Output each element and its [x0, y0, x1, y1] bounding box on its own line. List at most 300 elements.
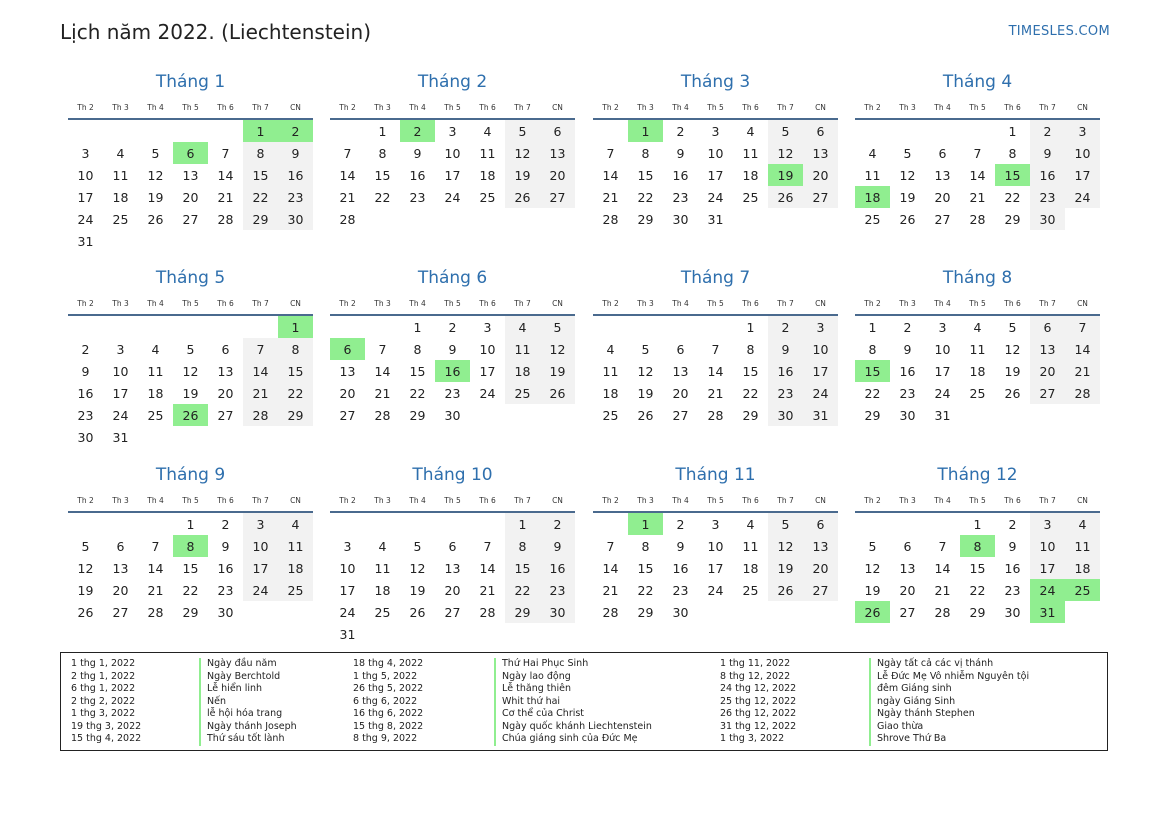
day-cell[interactable]: 19: [505, 164, 540, 186]
day-cell[interactable]: 19: [768, 557, 803, 579]
day-cell[interactable]: 22: [182, 582, 199, 598]
holiday-day-cell[interactable]: 1: [628, 513, 663, 535]
day-cell[interactable]: 5: [505, 120, 540, 142]
day-cell[interactable]: 29: [969, 604, 986, 620]
day-cell[interactable]: 6: [676, 341, 685, 357]
day-cell[interactable]: 20: [899, 582, 916, 598]
day-cell[interactable]: 18: [505, 360, 540, 382]
day-cell[interactable]: 3: [938, 319, 947, 335]
day-cell[interactable]: 2: [676, 123, 685, 139]
day-cell[interactable]: 25: [374, 604, 391, 620]
day-cell[interactable]: 12: [864, 560, 881, 576]
holiday-day-cell[interactable]: 6: [173, 142, 208, 164]
day-cell[interactable]: 31: [112, 429, 129, 445]
holiday-day-cell[interactable]: 18: [855, 186, 890, 208]
day-cell[interactable]: 10: [77, 167, 94, 183]
day-cell[interactable]: 17: [479, 363, 496, 379]
day-cell[interactable]: 26: [768, 579, 803, 601]
day-cell[interactable]: 19: [147, 189, 164, 205]
holiday-day-cell[interactable]: 15: [995, 164, 1030, 186]
day-cell[interactable]: 3: [483, 319, 492, 335]
day-cell[interactable]: 8: [505, 535, 540, 557]
day-cell[interactable]: 29: [182, 604, 199, 620]
day-cell[interactable]: 25: [278, 579, 313, 601]
day-cell[interactable]: 15: [637, 560, 654, 576]
day-cell[interactable]: 5: [641, 341, 650, 357]
day-cell[interactable]: 11: [112, 167, 129, 183]
day-cell[interactable]: 7: [606, 538, 615, 554]
day-cell[interactable]: 27: [444, 604, 461, 620]
day-cell[interactable]: 10: [479, 341, 496, 357]
day-cell[interactable]: 5: [186, 341, 195, 357]
day-cell[interactable]: 7: [938, 538, 947, 554]
day-cell[interactable]: 30: [672, 211, 689, 227]
day-cell[interactable]: 6: [116, 538, 125, 554]
day-cell[interactable]: 24: [243, 579, 278, 601]
day-cell[interactable]: 8: [868, 341, 877, 357]
day-cell[interactable]: 29: [637, 604, 654, 620]
day-cell[interactable]: 24: [479, 385, 496, 401]
day-cell[interactable]: 7: [378, 341, 387, 357]
day-cell[interactable]: 19: [540, 360, 575, 382]
day-cell[interactable]: 10: [707, 538, 724, 554]
day-cell[interactable]: 27: [217, 407, 234, 423]
day-cell[interactable]: 6: [803, 513, 838, 535]
day-cell[interactable]: 9: [676, 145, 685, 161]
day-cell[interactable]: 14: [147, 560, 164, 576]
day-cell[interactable]: 24: [444, 189, 461, 205]
day-cell[interactable]: 2: [221, 516, 230, 532]
day-cell[interactable]: 20: [934, 189, 951, 205]
day-cell[interactable]: 27: [672, 407, 689, 423]
day-cell[interactable]: 4: [746, 516, 755, 532]
day-cell[interactable]: 21: [217, 189, 234, 205]
day-cell[interactable]: 27: [899, 604, 916, 620]
holiday-day-cell[interactable]: 2: [400, 120, 435, 142]
day-cell[interactable]: 8: [641, 538, 650, 554]
day-cell[interactable]: 23: [217, 582, 234, 598]
day-cell[interactable]: 8: [413, 341, 422, 357]
day-cell[interactable]: 7: [483, 538, 492, 554]
day-cell[interactable]: 10: [707, 145, 724, 161]
day-cell[interactable]: 17: [112, 385, 129, 401]
day-cell[interactable]: 16: [899, 363, 916, 379]
day-cell[interactable]: 26: [540, 382, 575, 404]
holiday-day-cell[interactable]: 1: [278, 316, 313, 338]
day-cell[interactable]: 25: [602, 407, 619, 423]
day-cell[interactable]: 26: [505, 186, 540, 208]
day-cell[interactable]: 30: [1004, 604, 1021, 620]
day-cell[interactable]: 18: [742, 167, 759, 183]
day-cell[interactable]: 6: [1030, 316, 1065, 338]
day-cell[interactable]: 12: [768, 535, 803, 557]
day-cell[interactable]: 30: [77, 429, 94, 445]
day-cell[interactable]: 5: [540, 316, 575, 338]
day-cell[interactable]: 25: [864, 211, 881, 227]
day-cell[interactable]: 14: [479, 560, 496, 576]
day-cell[interactable]: 23: [278, 186, 313, 208]
day-cell[interactable]: 13: [540, 142, 575, 164]
day-cell[interactable]: 20: [444, 582, 461, 598]
day-cell[interactable]: 31: [77, 233, 94, 249]
day-cell[interactable]: 5: [868, 538, 877, 554]
day-cell[interactable]: 23: [444, 385, 461, 401]
day-cell[interactable]: 8: [641, 145, 650, 161]
day-cell[interactable]: 20: [112, 582, 129, 598]
day-cell[interactable]: 24: [934, 385, 951, 401]
day-cell[interactable]: 15: [969, 560, 986, 576]
day-cell[interactable]: 4: [378, 538, 387, 554]
day-cell[interactable]: 29: [409, 407, 426, 423]
day-cell[interactable]: 17: [1065, 164, 1100, 186]
day-cell[interactable]: 19: [182, 385, 199, 401]
day-cell[interactable]: 26: [768, 186, 803, 208]
day-cell[interactable]: 15: [182, 560, 199, 576]
day-cell[interactable]: 31: [934, 407, 951, 423]
day-cell[interactable]: 8: [243, 142, 278, 164]
day-cell[interactable]: 18: [969, 363, 986, 379]
day-cell[interactable]: 13: [339, 363, 356, 379]
day-cell[interactable]: 15: [374, 167, 391, 183]
day-cell[interactable]: 21: [374, 385, 391, 401]
day-cell[interactable]: 20: [803, 557, 838, 579]
day-cell[interactable]: 14: [602, 167, 619, 183]
holiday-day-cell[interactable]: 2: [278, 120, 313, 142]
day-cell[interactable]: 9: [1030, 142, 1065, 164]
day-cell[interactable]: 30: [278, 208, 313, 230]
holiday-day-cell[interactable]: 31: [1030, 601, 1065, 623]
day-cell[interactable]: 13: [217, 363, 234, 379]
day-cell[interactable]: 12: [768, 142, 803, 164]
day-cell[interactable]: 23: [77, 407, 94, 423]
day-cell[interactable]: 30: [768, 404, 803, 426]
day-cell[interactable]: 9: [413, 145, 422, 161]
day-cell[interactable]: 20: [1030, 360, 1065, 382]
day-cell[interactable]: 13: [1030, 338, 1065, 360]
day-cell[interactable]: 17: [339, 582, 356, 598]
holiday-day-cell[interactable]: 26: [173, 404, 208, 426]
day-cell[interactable]: 8: [378, 145, 387, 161]
day-cell[interactable]: 11: [602, 363, 619, 379]
day-cell[interactable]: 17: [444, 167, 461, 183]
day-cell[interactable]: 19: [899, 189, 916, 205]
day-cell[interactable]: 18: [112, 189, 129, 205]
day-cell[interactable]: 9: [768, 338, 803, 360]
day-cell[interactable]: 20: [339, 385, 356, 401]
day-cell[interactable]: 11: [864, 167, 881, 183]
day-cell[interactable]: 29: [243, 208, 278, 230]
day-cell[interactable]: 18: [479, 167, 496, 183]
day-cell[interactable]: 15: [505, 557, 540, 579]
day-cell[interactable]: 18: [1065, 557, 1100, 579]
day-cell[interactable]: 14: [217, 167, 234, 183]
day-cell[interactable]: 3: [1065, 120, 1100, 142]
day-cell[interactable]: 25: [479, 189, 496, 205]
day-cell[interactable]: 10: [339, 560, 356, 576]
day-cell[interactable]: 28: [602, 211, 619, 227]
day-cell[interactable]: 12: [147, 167, 164, 183]
day-cell[interactable]: 22: [637, 582, 654, 598]
day-cell[interactable]: 26: [637, 407, 654, 423]
day-cell[interactable]: 4: [868, 145, 877, 161]
day-cell[interactable]: 17: [1030, 557, 1065, 579]
day-cell[interactable]: 21: [479, 582, 496, 598]
day-cell[interactable]: 25: [742, 189, 759, 205]
day-cell[interactable]: 4: [746, 123, 755, 139]
day-cell[interactable]: 25: [505, 382, 540, 404]
day-cell[interactable]: 28: [707, 407, 724, 423]
day-cell[interactable]: 28: [602, 604, 619, 620]
day-cell[interactable]: 13: [444, 560, 461, 576]
day-cell[interactable]: 25: [969, 385, 986, 401]
day-cell[interactable]: 14: [374, 363, 391, 379]
day-cell[interactable]: 18: [278, 557, 313, 579]
holiday-day-cell[interactable]: 25: [1065, 579, 1100, 601]
day-cell[interactable]: 3: [1030, 513, 1065, 535]
day-cell[interactable]: 12: [182, 363, 199, 379]
day-cell[interactable]: 3: [711, 123, 720, 139]
holiday-day-cell[interactable]: 6: [330, 338, 365, 360]
day-cell[interactable]: 31: [339, 626, 356, 642]
day-cell[interactable]: 30: [540, 601, 575, 623]
day-cell[interactable]: 1: [746, 319, 755, 335]
holiday-day-cell[interactable]: 26: [855, 601, 890, 623]
day-cell[interactable]: 15: [409, 363, 426, 379]
day-cell[interactable]: 11: [1065, 535, 1100, 557]
day-cell[interactable]: 11: [278, 535, 313, 557]
day-cell[interactable]: 21: [339, 189, 356, 205]
day-cell[interactable]: 26: [147, 211, 164, 227]
day-cell[interactable]: 31: [707, 211, 724, 227]
day-cell[interactable]: 27: [182, 211, 199, 227]
day-cell[interactable]: 19: [864, 582, 881, 598]
day-cell[interactable]: 19: [409, 582, 426, 598]
holiday-day-cell[interactable]: 1: [243, 120, 278, 142]
day-cell[interactable]: 23: [768, 382, 803, 404]
holiday-day-cell[interactable]: 24: [1030, 579, 1065, 601]
day-cell[interactable]: 7: [1065, 316, 1100, 338]
day-cell[interactable]: 11: [969, 341, 986, 357]
day-cell[interactable]: 10: [803, 338, 838, 360]
day-cell[interactable]: 16: [409, 167, 426, 183]
day-cell[interactable]: 1: [973, 516, 982, 532]
day-cell[interactable]: 31: [803, 404, 838, 426]
day-cell[interactable]: 3: [803, 316, 838, 338]
day-cell[interactable]: 12: [637, 363, 654, 379]
day-cell[interactable]: 9: [81, 363, 90, 379]
day-cell[interactable]: 26: [899, 211, 916, 227]
day-cell[interactable]: 1: [505, 513, 540, 535]
day-cell[interactable]: 10: [1030, 535, 1065, 557]
day-cell[interactable]: 19: [1004, 363, 1021, 379]
day-cell[interactable]: 27: [1030, 382, 1065, 404]
day-cell[interactable]: 3: [81, 145, 90, 161]
day-cell[interactable]: 13: [182, 167, 199, 183]
day-cell[interactable]: 27: [540, 186, 575, 208]
day-cell[interactable]: 9: [221, 538, 230, 554]
day-cell[interactable]: 10: [243, 535, 278, 557]
day-cell[interactable]: 22: [864, 385, 881, 401]
day-cell[interactable]: 11: [505, 338, 540, 360]
day-cell[interactable]: 7: [151, 538, 160, 554]
day-cell[interactable]: 22: [1004, 189, 1021, 205]
holiday-day-cell[interactable]: 8: [960, 535, 995, 557]
day-cell[interactable]: 8: [1008, 145, 1017, 161]
day-cell[interactable]: 12: [505, 142, 540, 164]
day-cell[interactable]: 29: [505, 601, 540, 623]
day-cell[interactable]: 23: [409, 189, 426, 205]
day-cell[interactable]: 16: [1030, 164, 1065, 186]
day-cell[interactable]: 6: [540, 120, 575, 142]
day-cell[interactable]: 17: [243, 557, 278, 579]
day-cell[interactable]: 17: [707, 560, 724, 576]
day-cell[interactable]: 2: [768, 316, 803, 338]
day-cell[interactable]: 12: [540, 338, 575, 360]
day-cell[interactable]: 9: [1008, 538, 1017, 554]
day-cell[interactable]: 28: [969, 211, 986, 227]
day-cell[interactable]: 9: [903, 341, 912, 357]
day-cell[interactable]: 23: [899, 385, 916, 401]
day-cell[interactable]: 9: [676, 538, 685, 554]
day-cell[interactable]: 13: [934, 167, 951, 183]
day-cell[interactable]: 19: [77, 582, 94, 598]
day-cell[interactable]: 28: [217, 211, 234, 227]
day-cell[interactable]: 1: [413, 319, 422, 335]
day-cell[interactable]: 12: [409, 560, 426, 576]
day-cell[interactable]: 30: [1030, 208, 1065, 230]
day-cell[interactable]: 28: [934, 604, 951, 620]
day-cell[interactable]: 15: [742, 363, 759, 379]
day-cell[interactable]: 28: [1065, 382, 1100, 404]
holiday-day-cell[interactable]: 16: [435, 360, 470, 382]
day-cell[interactable]: 16: [672, 560, 689, 576]
day-cell[interactable]: 11: [742, 538, 759, 554]
day-cell[interactable]: 18: [147, 385, 164, 401]
day-cell[interactable]: 17: [77, 189, 94, 205]
day-cell[interactable]: 13: [112, 560, 129, 576]
day-cell[interactable]: 23: [672, 189, 689, 205]
day-cell[interactable]: 7: [343, 145, 352, 161]
day-cell[interactable]: 27: [803, 186, 838, 208]
day-cell[interactable]: 13: [672, 363, 689, 379]
day-cell[interactable]: 27: [934, 211, 951, 227]
day-cell[interactable]: 4: [151, 341, 160, 357]
day-cell[interactable]: 5: [81, 538, 90, 554]
day-cell[interactable]: 16: [1004, 560, 1021, 576]
day-cell[interactable]: 21: [243, 382, 278, 404]
day-cell[interactable]: 6: [938, 145, 947, 161]
day-cell[interactable]: 24: [339, 604, 356, 620]
day-cell[interactable]: 20: [182, 189, 199, 205]
day-cell[interactable]: 30: [899, 407, 916, 423]
day-cell[interactable]: 23: [1004, 582, 1021, 598]
day-cell[interactable]: 14: [707, 363, 724, 379]
day-cell[interactable]: 7: [711, 341, 720, 357]
day-cell[interactable]: 1: [868, 319, 877, 335]
day-cell[interactable]: 2: [81, 341, 90, 357]
day-cell[interactable]: 9: [448, 341, 457, 357]
day-cell[interactable]: 13: [803, 142, 838, 164]
holiday-day-cell[interactable]: 15: [855, 360, 890, 382]
day-cell[interactable]: 21: [969, 189, 986, 205]
day-cell[interactable]: 23: [672, 582, 689, 598]
day-cell[interactable]: 26: [1004, 385, 1021, 401]
day-cell[interactable]: 28: [479, 604, 496, 620]
day-cell[interactable]: 25: [147, 407, 164, 423]
day-cell[interactable]: 24: [112, 407, 129, 423]
day-cell[interactable]: 18: [602, 385, 619, 401]
day-cell[interactable]: 3: [448, 123, 457, 139]
day-cell[interactable]: 15: [278, 360, 313, 382]
day-cell[interactable]: 10: [112, 363, 129, 379]
day-cell[interactable]: 24: [1065, 186, 1100, 208]
day-cell[interactable]: 14: [243, 360, 278, 382]
day-cell[interactable]: 3: [243, 513, 278, 535]
day-cell[interactable]: 3: [343, 538, 352, 554]
day-cell[interactable]: 4: [606, 341, 615, 357]
day-cell[interactable]: 28: [374, 407, 391, 423]
day-cell[interactable]: 29: [864, 407, 881, 423]
day-cell[interactable]: 9: [540, 535, 575, 557]
day-cell[interactable]: 24: [77, 211, 94, 227]
day-cell[interactable]: 24: [707, 582, 724, 598]
day-cell[interactable]: 30: [444, 407, 461, 423]
day-cell[interactable]: 22: [969, 582, 986, 598]
day-cell[interactable]: 14: [602, 560, 619, 576]
day-cell[interactable]: 20: [803, 164, 838, 186]
day-cell[interactable]: 4: [973, 319, 982, 335]
day-cell[interactable]: 5: [151, 145, 160, 161]
day-cell[interactable]: 28: [147, 604, 164, 620]
day-cell[interactable]: 5: [768, 120, 803, 142]
day-cell[interactable]: 22: [374, 189, 391, 205]
day-cell[interactable]: 26: [409, 604, 426, 620]
day-cell[interactable]: 15: [637, 167, 654, 183]
day-cell[interactable]: 11: [147, 363, 164, 379]
day-cell[interactable]: 21: [934, 582, 951, 598]
day-cell[interactable]: 22: [278, 382, 313, 404]
day-cell[interactable]: 8: [278, 338, 313, 360]
day-cell[interactable]: 7: [606, 145, 615, 161]
day-cell[interactable]: 13: [899, 560, 916, 576]
day-cell[interactable]: 22: [243, 186, 278, 208]
day-cell[interactable]: 4: [278, 513, 313, 535]
day-cell[interactable]: 21: [707, 385, 724, 401]
day-cell[interactable]: 20: [672, 385, 689, 401]
day-cell[interactable]: 21: [147, 582, 164, 598]
day-cell[interactable]: 4: [505, 316, 540, 338]
day-cell[interactable]: 6: [448, 538, 457, 554]
day-cell[interactable]: 28: [339, 211, 356, 227]
day-cell[interactable]: 12: [1004, 341, 1021, 357]
day-cell[interactable]: 22: [637, 189, 654, 205]
day-cell[interactable]: 29: [637, 211, 654, 227]
day-cell[interactable]: 8: [746, 341, 755, 357]
day-cell[interactable]: 4: [1065, 513, 1100, 535]
day-cell[interactable]: 19: [637, 385, 654, 401]
day-cell[interactable]: 2: [1030, 120, 1065, 142]
day-cell[interactable]: 1: [186, 516, 195, 532]
day-cell[interactable]: 11: [479, 145, 496, 161]
day-cell[interactable]: 6: [803, 120, 838, 142]
day-cell[interactable]: 1: [378, 123, 387, 139]
day-cell[interactable]: 22: [742, 385, 759, 401]
day-cell[interactable]: 4: [483, 123, 492, 139]
day-cell[interactable]: 25: [742, 582, 759, 598]
day-cell[interactable]: 29: [742, 407, 759, 423]
day-cell[interactable]: 16: [672, 167, 689, 183]
day-cell[interactable]: 6: [903, 538, 912, 554]
